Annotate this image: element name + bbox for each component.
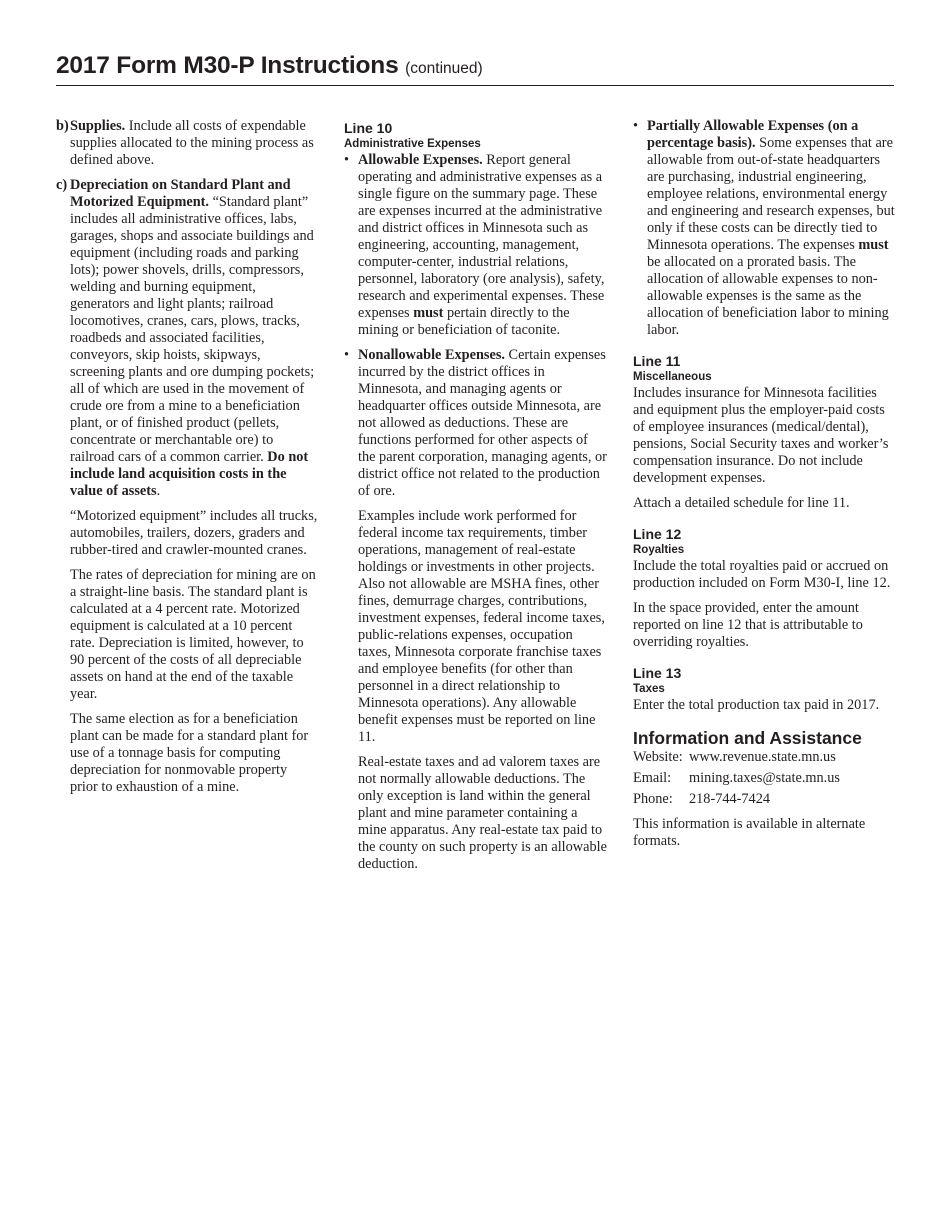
- column-right: [633, 118, 895, 858]
- phone-number: 218-744-7424: [689, 791, 771, 807]
- item-b-supplies: [56, 118, 318, 169]
- item-text-end: .: [156, 483, 161, 499]
- paragraph-examples: Examples include work performed for federal income tax requirements, timber operations, management of real-estate holdings or investments in other projects. Also not allowable are MSHA fines, other fines, demurrage charges, contributions, investment expenses, federal income taxes, public-relations expenses, occupation taxes, Minnesota corporate franchise taxes and employee benefits (for other than personnel in a direct relationship to Minnesota operations). Any allowable benefit expenses must be reported on line 11.: [358, 508, 605, 745]
- bullet-partially-allowable-expenses: [633, 118, 895, 339]
- contact-phone: [633, 791, 895, 808]
- bullet-text-end: pertain directly to the mining or beneficiation of taconite.: [358, 305, 570, 338]
- line-12-overriding-note: In the space provided, enter the amount reported on line 12 that is attributable to overriding royalties.: [633, 600, 863, 650]
- bullet-text: Certain expenses incurred by the district offices in Minnesota, and managing agents or headquarter offices outside Minnesota, are not allowed as deductions. These are functions performed for other aspects of the parent corporation, managing agents, or district office not related to the production of ore.: [358, 347, 607, 499]
- item-heading: Supplies.: [70, 118, 126, 134]
- page-title: [56, 51, 894, 84]
- bullet-mark: •: [344, 152, 350, 168]
- bullet-mark: •: [633, 118, 639, 134]
- item-marker: c): [56, 177, 68, 193]
- item-marker: b): [56, 118, 69, 134]
- column-left: [56, 118, 318, 804]
- contact-website: [633, 749, 895, 766]
- bullet-text-end: be allocated on a prorated basis. The allocation of allowable expenses to non-allowable expenses is the same as the allocation of beneficiation labor to mining labor.: [647, 254, 889, 338]
- paragraph-motorized-equipment: “Motorized equipment” includes all trucks, automobiles, trailers, dozers, graders and rubber-tired and crawler-mounted cranes.: [70, 508, 318, 558]
- line-10-subtitle: Administrative Expenses: [344, 138, 481, 150]
- email-label: Email:: [633, 770, 672, 786]
- line-12-section: [633, 526, 895, 651]
- line-13-title: Line 13: [633, 665, 682, 681]
- bullet-allowable-expenses: [344, 152, 608, 339]
- line-11-section: [633, 353, 895, 512]
- column-middle: [344, 118, 608, 881]
- bullet-emphasis: must: [858, 237, 889, 253]
- bullet-text: Some expenses that are allowable from out-of-state headquarters are purchasing, industrial engineering, employee relations, environmental energy and engineering and research expenses, but only if these costs can be directly tied to Minnesota operations. The expenses: [647, 135, 895, 253]
- item-heading: Depreciation on Standard Plant and Motorized Equipment.: [70, 177, 291, 210]
- line-11-subtitle: Miscellaneous: [633, 371, 712, 383]
- bullet-heading: Allowable Expenses.: [358, 152, 483, 168]
- paragraph-election: The same election as for a beneficiation plant can be made for a standard plant for use of a tonnage basis for computing depreciation for nonmovable property prior to exhaustion of a mine.: [70, 711, 309, 795]
- bullet-text: Report general operating and administrative expenses as a single figure on the summary page. These are expenses incurred at the administrative and district offices in Minnesota such as engineering, accounting, management, computer-center, industrial relations, personnel, laboratory (ore analysis), safety, research and experimental expenses. These expenses: [358, 152, 605, 321]
- alternate-formats-note: This information is available in alternate formats.: [633, 816, 866, 849]
- email-link[interactable]: mining.taxes@state.mn.us: [689, 770, 840, 786]
- info-assistance-title: Information and Assistance: [633, 728, 862, 748]
- bullet-heading: Partially Allowable Expenses (on a percentage basis).: [647, 118, 859, 151]
- page-title-text: 2017 Form M30-P Instructions: [56, 52, 399, 79]
- bullet-heading: Nonallowable Expenses.: [358, 347, 505, 363]
- continued-label: (continued): [405, 60, 483, 77]
- paragraph-depreciation-rates: The rates of depreciation for mining are on a straight-line basis. The standard plant is calculated at a 4 percent rate. Motorized equipment is calculated at a 10 percent rate. Depreciation is limited, however, to 90 percent of the costs of all depreciable assets on hand at the end of the taxable year.: [70, 567, 316, 702]
- line-13-section: [633, 665, 895, 714]
- page-header: [56, 51, 894, 86]
- line-12-subtitle: Royalties: [633, 544, 685, 556]
- item-emphasis: Do not include land acquisition costs in the value of assets: [70, 449, 309, 499]
- line-10-title: Line 10: [344, 120, 393, 136]
- line-12-paragraph: Include the total royalties paid or accrued on production included on Form M30-I, line 12.: [633, 558, 891, 591]
- bullet-emphasis: must: [413, 305, 444, 321]
- item-text: Include all costs of expendable supplies allocated to the mining process as defined above.: [70, 118, 314, 168]
- paragraph-real-estate-taxes: Real-estate taxes and ad valorem taxes are not normally allowable deductions. The only exception is land within the general plant and mine parameter containing a mine apparatus. Any real-estate tax paid to the county on such property is an allowable deduction.: [358, 754, 607, 872]
- item-text: “Standard plant” includes all administrative offices, labs, garages, shops and associate buildings and equipment (including roads and parking lots); power shovels, drills, compressors, welding and burning equipment, generators and light plants; railroad locomotives, cranes, cars, plows, tracks, roadbeds and associated facilities, conveyors, skip hoists, skipways, screening plants and ore dumping pockets; all of which are used in the movement of crude ore from a mine to a beneficiation plant, or of finished product (pellets, concentrate or merchantable ore) to railroad cars of a common carrier.: [70, 194, 315, 465]
- item-c-depreciation: [56, 177, 318, 500]
- bullet-nonallowable-expenses: [344, 347, 608, 500]
- line-11-paragraph: Includes insurance for Minnesota facilities and equipment plus the employer-paid costs of employee insurances (medical/dental), pensions, Social Security taxes and worker’s compensation insurance. Do not include development expenses.: [633, 385, 889, 486]
- line-13-subtitle: Taxes: [633, 683, 665, 695]
- contact-email: [633, 770, 895, 787]
- website-link[interactable]: www.revenue.state.mn.us: [689, 749, 836, 765]
- line-11-schedule-note: Attach a detailed schedule for line 11.: [633, 495, 850, 511]
- line-12-title: Line 12: [633, 526, 682, 542]
- line-11-title: Line 11: [633, 353, 681, 369]
- website-label: Website:: [633, 749, 683, 765]
- line-13-paragraph: Enter the total production tax paid in 2017.: [633, 697, 880, 713]
- phone-label: Phone:: [633, 791, 673, 807]
- bullet-mark: •: [344, 347, 350, 363]
